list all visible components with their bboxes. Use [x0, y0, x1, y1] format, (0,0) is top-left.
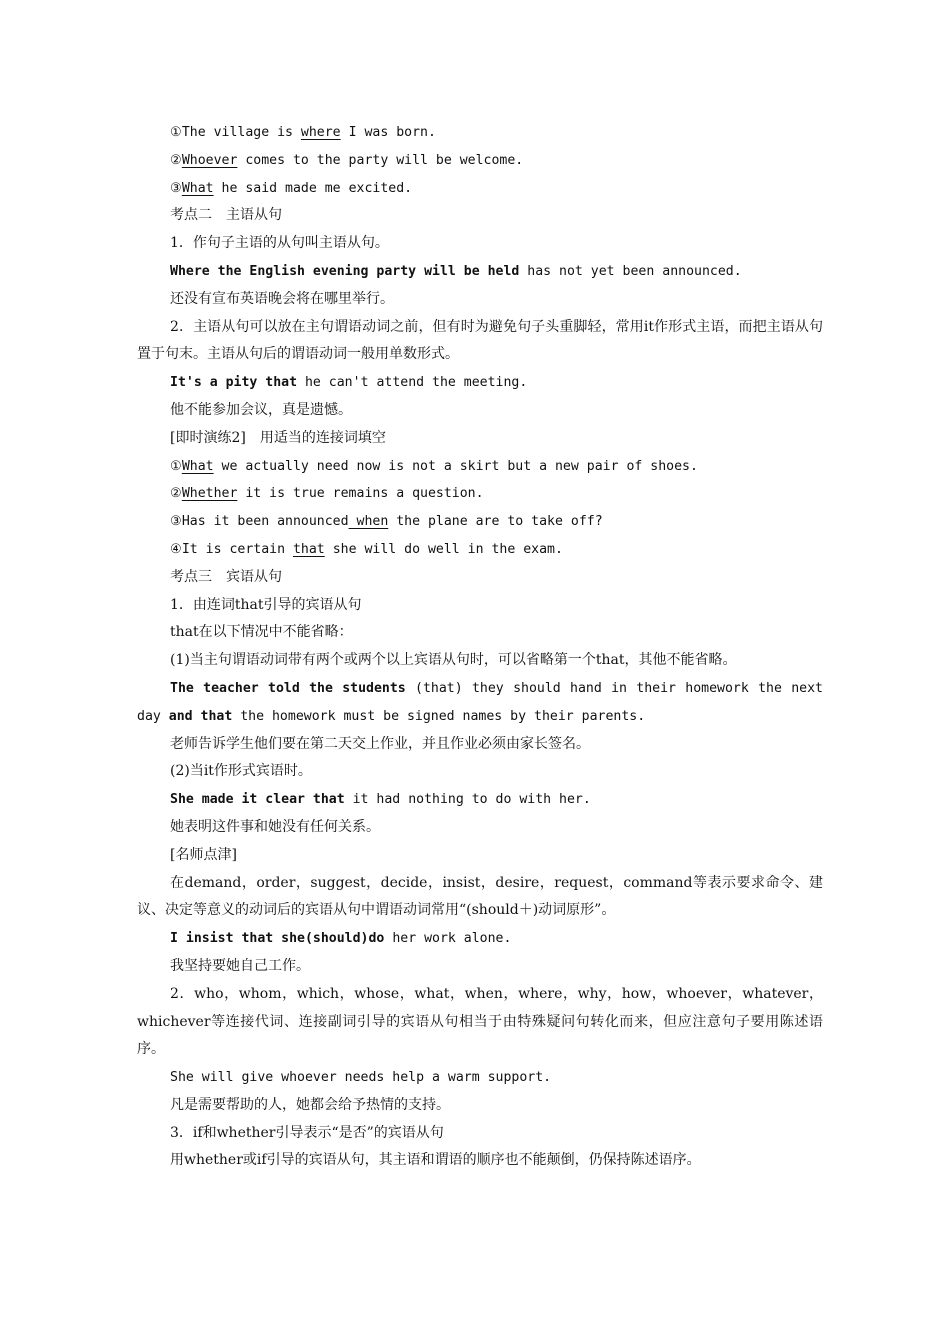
practice2-item-1: [137, 453, 823, 481]
example-text: her work alone.: [384, 931, 512, 947]
answer-blank: where: [300, 125, 341, 140]
item-number: ①: [170, 125, 182, 140]
practice2-item-3: [137, 508, 823, 536]
practice2-heading: [137, 425, 823, 453]
item-number: ③: [170, 180, 182, 196]
sentence-text: he said made me excited.: [213, 180, 413, 196]
practice-instruction: 用适当的连接词填空: [259, 429, 386, 446]
rule-paragraph: that在以下情况中不能省略：: [170, 624, 353, 641]
rule-paragraph: 用whether或if引导的宾语从句，其主语和谓语的顺序也不能颠倒，仍保持陈述语序。: [170, 1152, 701, 1169]
example-emphasis: She made it clear that: [170, 792, 345, 808]
section-heading-kaodian2: [137, 202, 823, 230]
sentence-text: I was born.: [340, 125, 436, 140]
document-body: [137, 119, 823, 1175]
example-translation: 还没有宣布英语晚会将在哪里举行。: [170, 290, 394, 307]
practice1-item-3: [137, 175, 823, 203]
tip-paragraph: 在demand，order，suggest，decide，insist，desire，request，command等表示要求命令、建议、决定等意义的动词后的宾语从句中谓语动词常用“(should＋)动词原形”。: [137, 874, 823, 919]
example-text: has not yet been announced.: [519, 263, 742, 279]
section-number: 考点二: [170, 207, 212, 224]
example-sentence: [137, 925, 823, 953]
example-sentence: [137, 258, 823, 286]
example-emphasis: The teacher told the students: [170, 680, 406, 696]
practice1-item-1: [137, 119, 823, 147]
answer-blank: Whoever: [181, 152, 238, 168]
tip-label: [名师点津]: [170, 846, 237, 863]
section-title: 主语从句: [226, 207, 282, 224]
subsection-heading: 3．if和whether引导表示“是否”的宾语从句: [170, 1124, 444, 1141]
section-heading-kaodian3: [137, 564, 823, 592]
answer-blank: What: [181, 458, 214, 474]
item-number: ①: [170, 458, 182, 474]
example-sentence: She will give whoever needs help a warm support.: [170, 1070, 552, 1086]
sentence-text: she will do well in the exam.: [324, 541, 563, 557]
item-number: ③: [170, 514, 182, 530]
example-translation: 老师告诉学生他们要在第二天交上作业，并且作业必须由家长签名。: [170, 735, 590, 752]
practice-label: [即时演练2]: [170, 429, 246, 446]
subsection-heading: 2．who，whom，which，whose，what，when，where，why，how，whoever，whatever，whichever等连接代词、连接副词引导的宾语从句相当于由特殊疑问句转化而来，但应注意句子要用陈述语序。: [137, 985, 823, 1058]
example-translation: 凡是需要帮助的人，她都会给予热情的支持。: [170, 1096, 450, 1113]
item-number: ②: [170, 486, 182, 502]
answer-blank: that: [292, 541, 325, 557]
example-emphasis: It's a pity that: [170, 375, 298, 391]
example-translation: 我坚持要她自己工作。: [170, 957, 310, 974]
subsection-heading: 1．由连词that引导的宾语从句: [170, 596, 362, 613]
rule-paragraph: 2．主语从句可以放在主句谓语动词之前，但有时为避免句子头重脚轻，常用it作形式主语，而把主语从句置于句末。主语从句后的谓语动词一般用单数形式。: [137, 318, 823, 363]
answer-blank: What: [181, 180, 214, 196]
example-emphasis: Where the English evening party will be held: [170, 263, 520, 279]
answer-blank: Whether: [181, 486, 238, 502]
item-number: ②: [170, 152, 182, 168]
example-text: (that) they should hand in their homework the next day: [137, 680, 823, 724]
sentence-text: The village is: [181, 125, 301, 140]
rule-paragraph: (1)当主句谓语动词带有两个或两个以上宾语从句时，可以省略第一个that，其他不能省略。: [170, 652, 737, 669]
practice1-item-2: [137, 147, 823, 175]
sentence-text: It is certain: [181, 541, 293, 557]
example-text: it had nothing to do with her.: [344, 792, 591, 808]
example-emphasis: I insist that she(should)do: [170, 931, 385, 947]
practice2-item-4: [137, 536, 823, 564]
sentence-text: it is true remains a question.: [237, 486, 484, 502]
example-translation: 他不能参加会议，真是遗憾。: [170, 401, 352, 418]
practice2-item-2: [137, 480, 823, 508]
example-emphasis: and that: [168, 708, 233, 724]
example-sentence: [137, 369, 823, 397]
example-text: the homework must be signed names by their parents.: [232, 708, 646, 724]
rule-paragraph: 1．作句子主语的从句叫主语从句。: [170, 235, 389, 252]
answer-blank: when: [348, 514, 389, 530]
example-sentence: [137, 675, 823, 731]
example-translation: 她表明这件事和她没有任何关系。: [170, 818, 380, 835]
sentence-text: comes to the party will be welcome.: [237, 152, 524, 168]
section-number: 考点三: [170, 568, 212, 585]
item-number: ④: [170, 541, 182, 557]
example-text: he can't attend the meeting.: [297, 375, 528, 391]
example-sentence: [137, 786, 823, 814]
rule-paragraph: (2)当it作形式宾语时。: [170, 763, 312, 780]
section-title: 宾语从句: [226, 568, 282, 585]
sentence-text: the plane are to take off?: [388, 514, 603, 530]
sentence-text: we actually need now is not a skirt but a new pair of shoes.: [213, 458, 698, 474]
sentence-text: Has it been announced: [181, 514, 349, 530]
